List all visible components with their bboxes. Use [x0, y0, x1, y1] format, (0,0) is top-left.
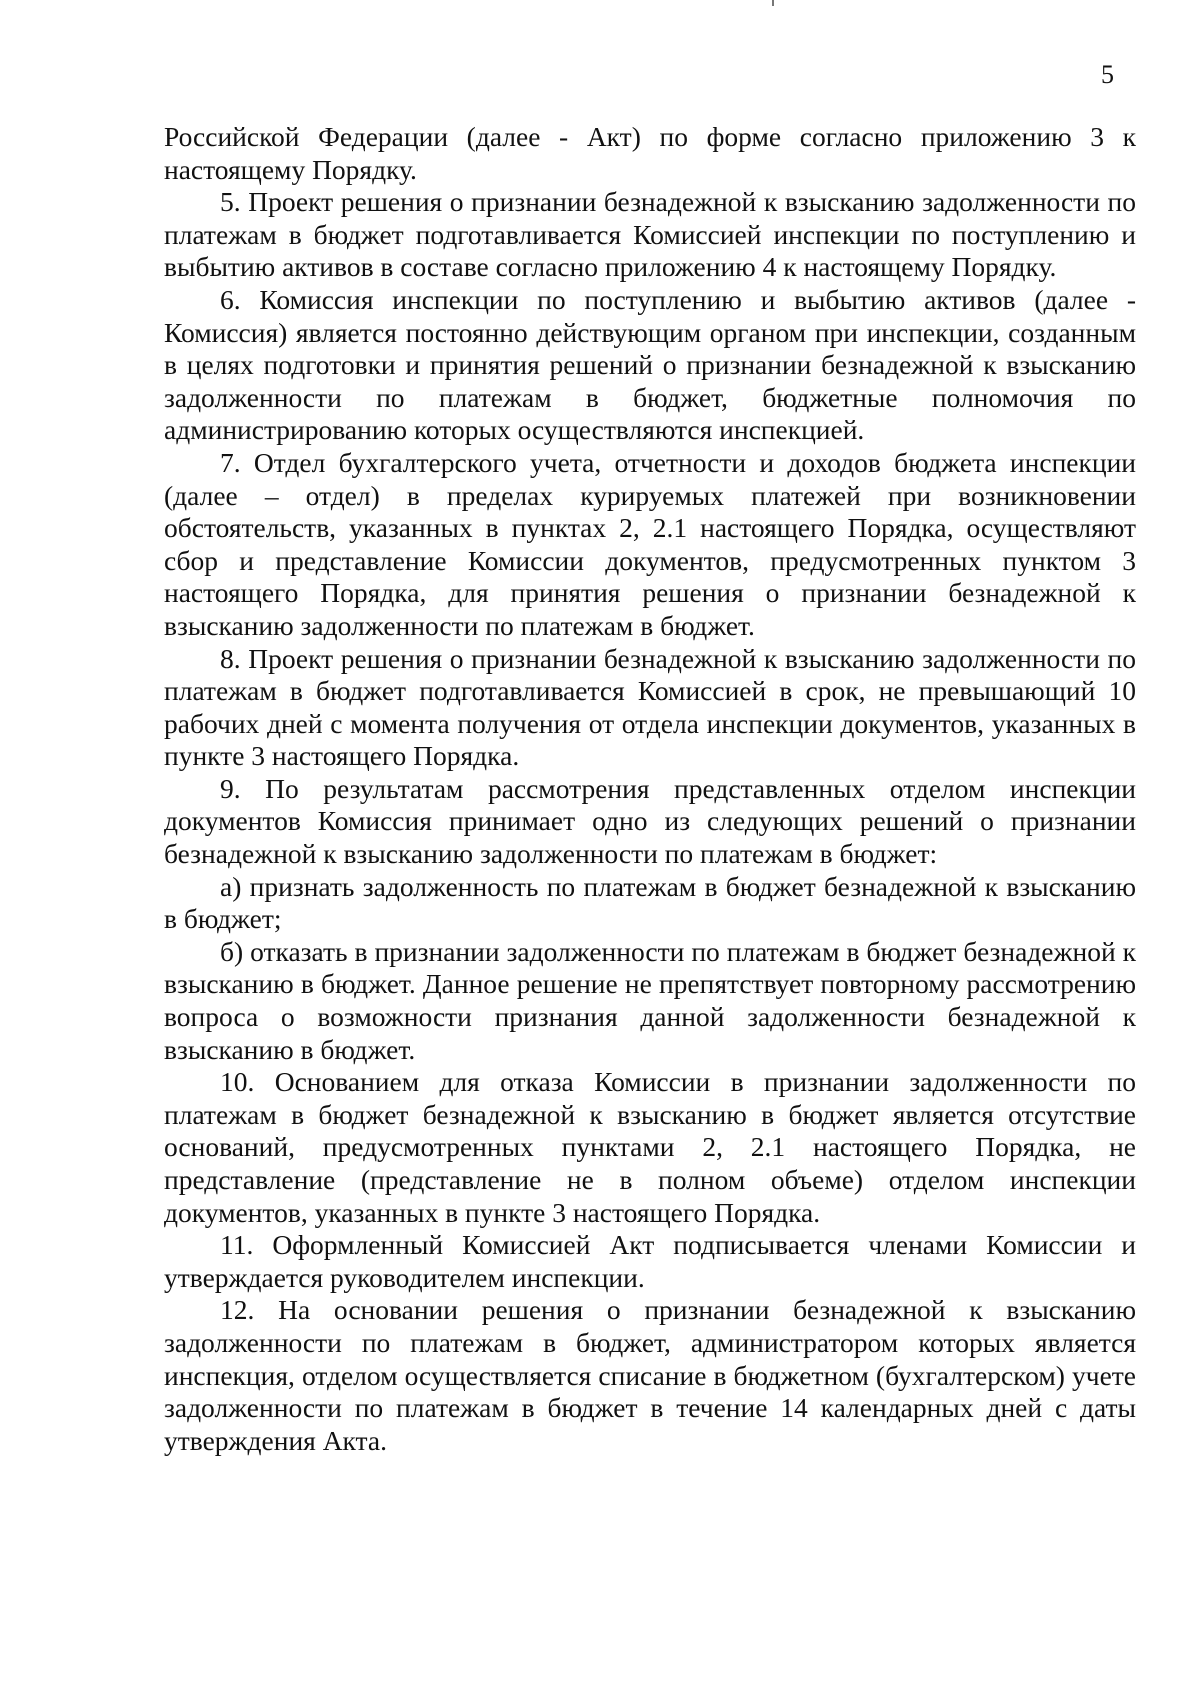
- paragraph-subitem-b: б) отказать в признании задолженности по платежам в бюджет безнадежной к взысканию в бюджет. Данное решение не препятствует повторному рассмотрению вопроса о возможности признания данной задолженности безнадежной к взысканию в бюджет.: [164, 935, 1136, 1065]
- page-number: 5: [1101, 60, 1114, 89]
- paragraph-continuation: Российской Федерации (далее - Акт) по форме согласно приложению 3 к настоящему Порядку.: [164, 121, 1136, 185]
- paragraph-item-5: 5. Проект решения о признании безнадежной к взысканию задолженности по платежам в бюджет подготавливается Комиссией инспекции по поступлению и выбытию активов в составе согласно приложению 4 к настоящему Порядку.: [164, 186, 1136, 283]
- paragraph-item-11: 11. Оформленный Комиссией Акт подписывается членами Комиссии и утверждается руководителем инспекции.: [164, 1229, 1136, 1293]
- document-body: [164, 121, 1136, 1457]
- paragraph-item-12: 12. На основании решения о признании безнадежной к взысканию задолженности по платежам в бюджет, администратором которых является инспекция, отделом осуществляется списание в бюджетном (бухгалтерском) учете задолженности по платежам в бюджет в течение 14 календарных дней с даты утверждения Акта.: [164, 1294, 1136, 1456]
- paragraph-item-9: 9. По результатам рассмотрения представленных отделом инспекции документов Комиссия принимает одно из следующих решений о признании безнадежной к взысканию задолженности по платежам в бюджет:: [164, 772, 1136, 870]
- paragraph-subitem-a: а) признать задолженность по платежам в бюджет безнадежной к взысканию в бюджет;: [164, 870, 1136, 935]
- paragraph-item-8: 8. Проект решения о признании безнадежной к взысканию задолженности по платежам в бюджет подготавливается Комиссией в срок, не превышающий 10 рабочих дней с момента получения от отдела инспекции документов, указанных в пункте 3 настоящего Порядка.: [164, 642, 1136, 772]
- paragraph-item-6: 6. Комиссия инспекции по поступлению и выбытию активов (далее - Комиссия) является постоянно действующим органом при инспекции, созданным в целях подготовки и принятия решений о признании безнадежной к взысканию задолженности по платежам в бюджет, бюджетные полномочия по администрированию которых осуществляются инспекцией.: [164, 283, 1136, 446]
- paragraph-item-7: 7. Отдел бухгалтерского учета, отчетности и доходов бюджета инспекции (далее – отдел) в пределах курируемых платежей при возникновении обстоятельств, указанных в пунктах 2, 2.1 настоящего Порядка, осуществляют сбор и представление Комиссии документов, предусмотренных пунктом 3 настоящего Порядка, для принятия решения о признании безнадежной к взысканию задолженности по платежам в бюджет.: [164, 446, 1136, 641]
- paragraph-item-10: 10. Основанием для отказа Комиссии в признании задолженности по платежам в бюджет безнадежной к взысканию в бюджет является отсутствие оснований, предусмотренных пунктами 2, 2.1 настоящего Порядка, не представление (представление не в полном объеме) отделом инспекции документов, указанных в пункте 3 настоящего Порядка.: [164, 1066, 1136, 1228]
- scan-artifact: [772, 0, 774, 6]
